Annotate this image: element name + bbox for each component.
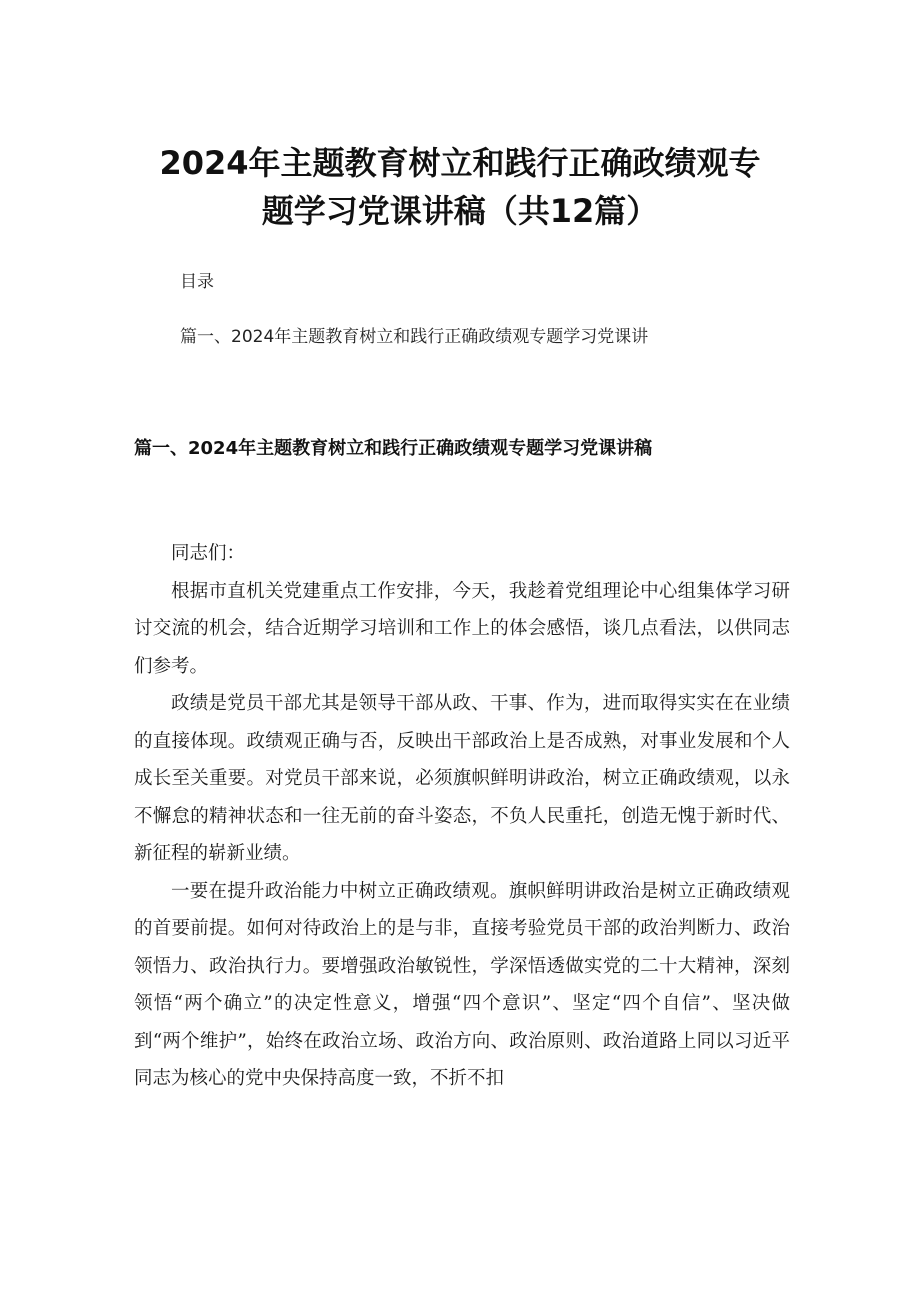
body-paragraph-2: 政绩是党员干部尤其是领导干部从政、干事、作为，进而取得实实在在业绩的直接体现。政绩观正确与否，反映出干部政治上是否成熟，对事业发展和个人成长至关重要。对党员干部来说，必须旗帜鲜明讲政治，树立正确政绩观，以永不懈怠的精神状态和一往无前的奋斗姿态，不负人民重托，创造无愧于新时代、新征程的崭新业绩。 xyxy=(134,693,790,864)
toc-label: 目录 xyxy=(180,272,214,292)
body-text xyxy=(134,535,790,1098)
toc-item-1[interactable]: 篇一、2024年主题教育树立和践行正确政绩观专题学习党课讲 xyxy=(180,327,649,347)
section-heading: 篇一、2024年主题教育树立和践行正确政绩观专题学习党课讲稿 xyxy=(134,438,653,459)
document-title-line-1: 2024年主题教育树立和践行正确政绩观专 xyxy=(159,144,761,182)
document-title-line-2: 题学习党课讲稿（共12篇） xyxy=(261,192,659,230)
body-paragraph-3: 一要在提升政治能力中树立正确政绩观。旗帜鲜明讲政治是树立正确政绩观的首要前提。如何对待政治上的是与非，直接考验党员干部的政治判断力、政治领悟力、政治执行力。要增强政治敏锐性，学深悟透做实党的二十大精神，深刻领悟“两个确立”的决定性意义，增强“四个意识”、坚定“四个自信”、坚决做到“两个维护”，始终在政治立场、政治方向、政治原则、政治道路上同以习近平同志为核心的党中央保持高度一致，不折不扣 xyxy=(134,880,790,1089)
salutation-paragraph: 同志们： xyxy=(171,543,246,564)
body-paragraph-1: 根据市直机关党建重点工作安排，今天，我趁着党组理论中心组集体学习研讨交流的机会，结合近期学习培训和工作上的体会感悟，谈几点看法，以供同志们参考。 xyxy=(134,580,790,677)
